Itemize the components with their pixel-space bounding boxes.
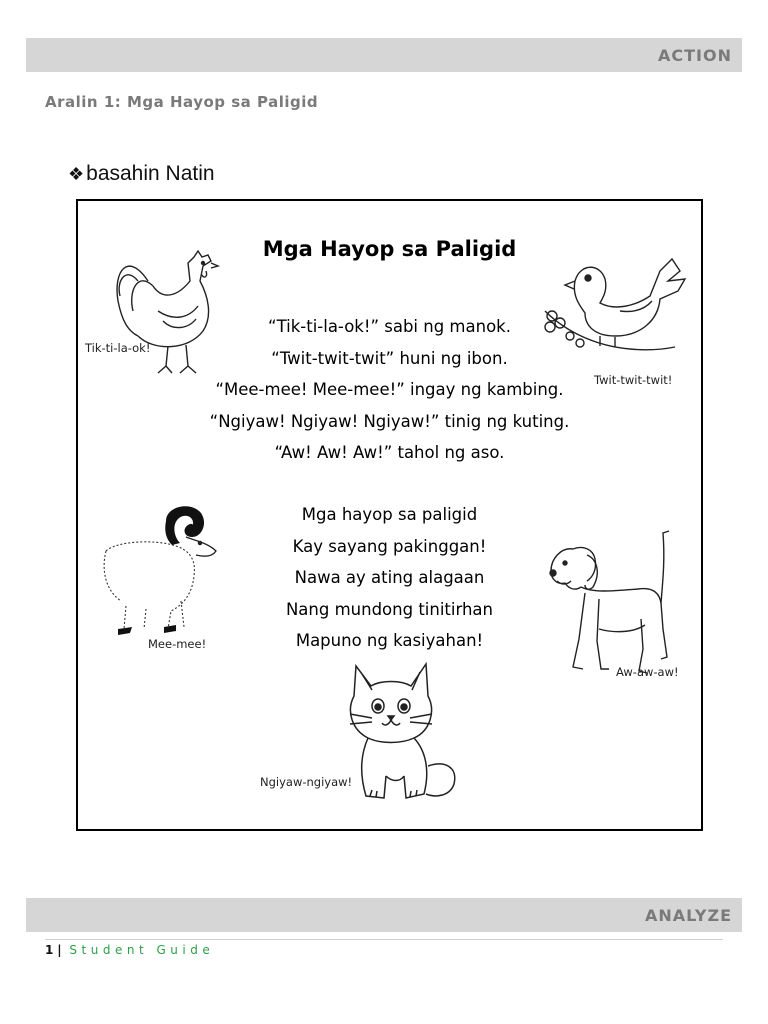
section-banner-action — [26, 38, 742, 72]
rooster-icon — [108, 241, 228, 381]
rooster-caption: Tik-ti-la-ok! — [85, 341, 151, 355]
poem-title: Mga Hayop sa Paligid — [262, 237, 517, 261]
dog-caption: Aw-aw-aw! — [616, 665, 679, 679]
activity-heading-text: basahin Natin — [86, 162, 215, 185]
diamond-bullet-icon: ❖ — [68, 164, 85, 184]
cat-caption: Ngiyaw-ngiyaw! — [260, 775, 353, 789]
footer-divider — [45, 939, 723, 940]
goat-icon — [96, 501, 226, 641]
bird-icon — [540, 251, 690, 371]
poem-line: Kay sayang pakinggan! — [292, 536, 487, 556]
poem-line: “Tik-ti-la-ok!” sabi ng manok. — [268, 317, 511, 336]
poem-line: “Aw! Aw! Aw!” tahol ng aso. — [274, 443, 505, 462]
poem-line: “Mee-mee! Mee-mee!” ingay ng kambing. — [215, 380, 564, 399]
poem-frame — [76, 199, 703, 831]
poem-line: Mapuno ng kasiyahan! — [295, 631, 484, 650]
poem-line: “Twit-twit-twit” huni ng ibon. — [271, 348, 508, 368]
poem-line: “Ngiyaw! Ngiyaw! Ngiyaw!” tinig ng kuting. — [209, 411, 570, 431]
goat-caption: Mee-mee! — [148, 637, 207, 651]
page-footer — [45, 943, 214, 957]
activity-heading — [68, 162, 215, 186]
section-label: ACTION — [658, 46, 732, 65]
lesson-title: Aralin 1: Mga Hayop sa Paligid — [45, 93, 319, 111]
page-number: 1 — [45, 943, 54, 957]
poem-line: Mga hayop sa paligid — [301, 505, 478, 524]
section-label: ANALYZE — [645, 906, 732, 925]
poem-line: Nawa ay ating alagaan — [294, 568, 485, 587]
guide-label: Student Guide — [69, 943, 215, 957]
poem-line: Nang mundong tinitirhan — [285, 599, 494, 619]
cat-icon — [336, 656, 466, 806]
footer-separator: | — [57, 943, 62, 957]
section-banner-analyze — [26, 898, 742, 932]
bird-caption: Twit-twit-twit! — [594, 373, 673, 387]
